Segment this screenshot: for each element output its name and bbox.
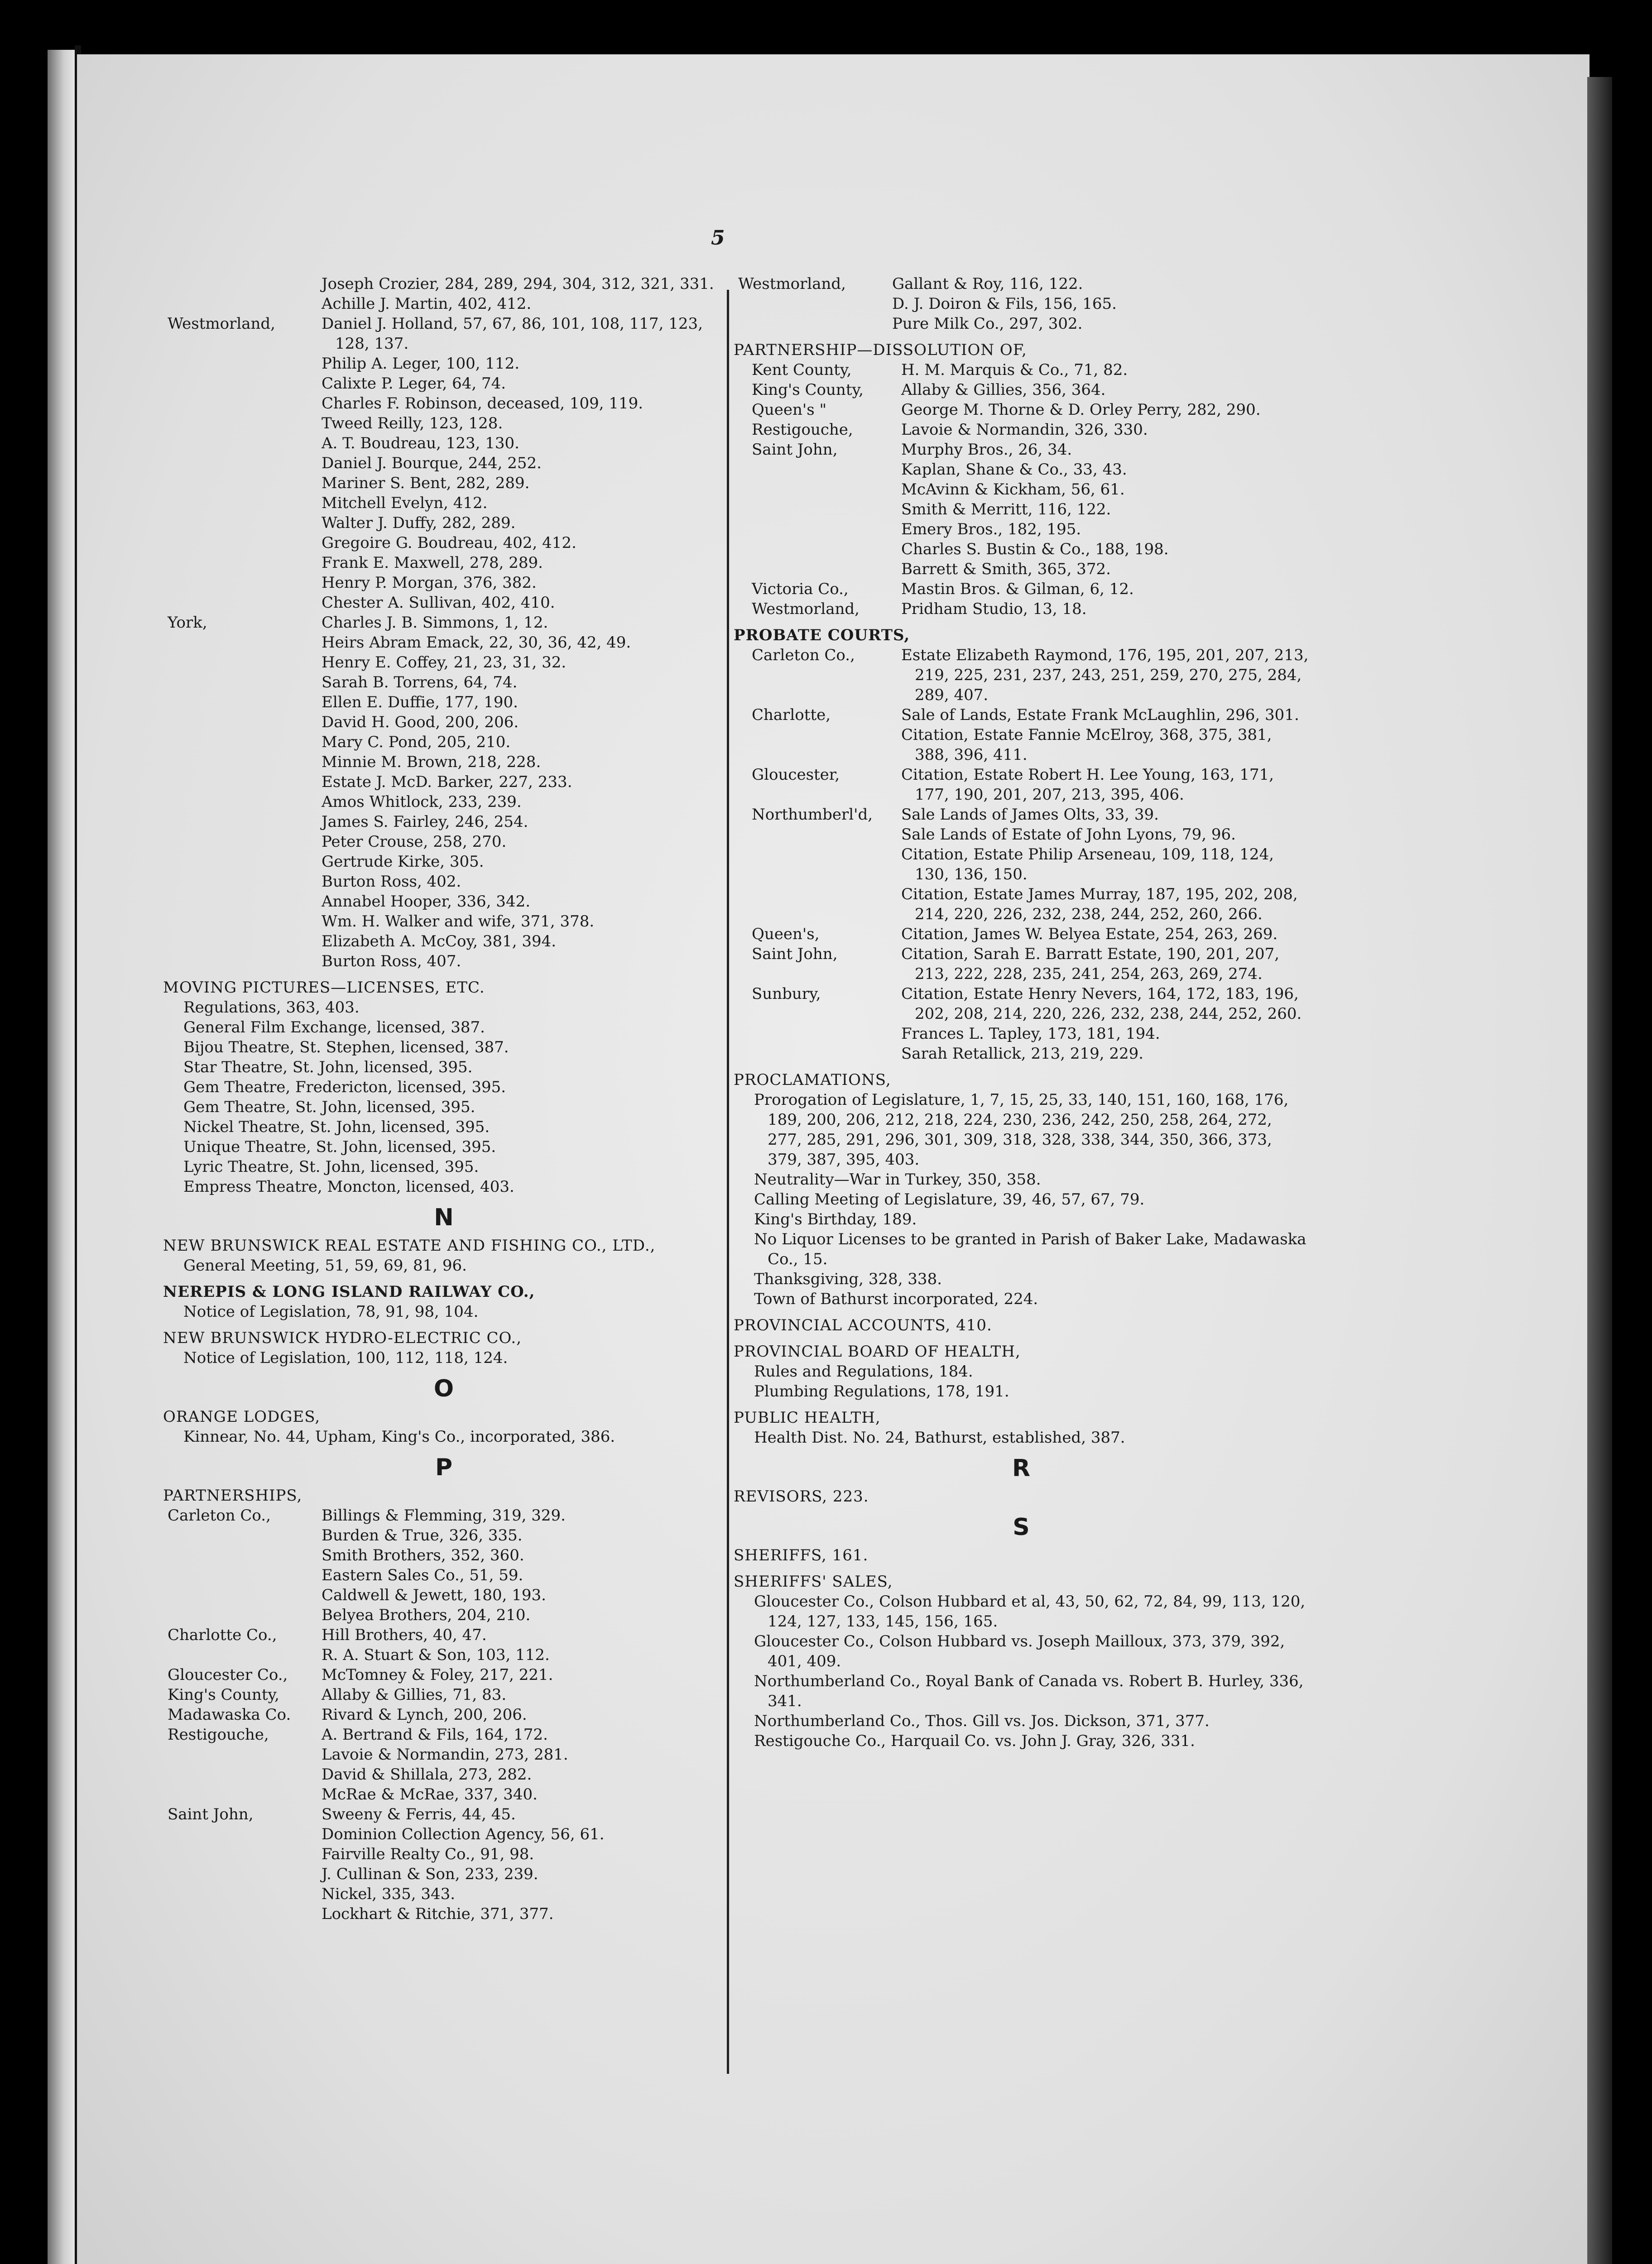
section-letter-n: N	[434, 1204, 454, 1231]
index-entry	[163, 832, 725, 852]
index-entry	[163, 393, 725, 413]
probate-list	[734, 645, 1309, 1064]
column-divider	[727, 290, 729, 2074]
index-entry	[163, 931, 725, 951]
index-entry	[163, 1804, 725, 1824]
entry-text: Smith & Merritt, 116, 122.	[901, 500, 1111, 518]
partnerships-heading: PARTNERSHIPS,	[163, 1487, 303, 1505]
entry-text: Henry E. Coffey, 21, 23, 31, 32.	[322, 653, 567, 672]
region-label: Carleton Co.,	[168, 1506, 271, 1525]
region-label: Charlotte Co.,	[168, 1626, 277, 1644]
moving-pictures-heading: MOVING PICTURES—LICENSES, ETC.	[163, 979, 485, 997]
index-entry	[163, 1585, 725, 1605]
index-entry	[734, 460, 1309, 480]
index-entry	[734, 400, 1309, 420]
entry-text: Lavoie & Normandin, 326, 330.	[901, 421, 1148, 439]
sheriffs-sales-heading: SHERIFFS' SALES,	[734, 1573, 893, 1591]
entry-text: Citation, Estate James Murray, 187, 195, 202, 208, 214, 220, 226, 232, 238, 244, 252, 260, 266.	[901, 885, 1298, 923]
entry-text: Belyea Brothers, 204, 210.	[322, 1606, 531, 1624]
nb-hydro-heading: NEW BRUNSWICK HYDRO-ELECTRIC CO.,	[163, 1329, 522, 1347]
index-entry	[163, 374, 725, 393]
region-label: Charlotte,	[752, 706, 831, 724]
index-entry	[734, 844, 1309, 884]
index-item: Northumberland Co., Thos. Gill vs. Jos. Dickson, 371, 377.	[754, 1712, 1210, 1730]
index-entry	[163, 593, 725, 613]
entry-text: J. Cullinan & Son, 233, 239.	[322, 1865, 538, 1883]
index-entry	[734, 825, 1309, 844]
section-letter-r: R	[1012, 1455, 1031, 1482]
entry-text: McTomney & Foley, 217, 221.	[322, 1666, 553, 1684]
entry-text: Burden & True, 326, 335.	[322, 1526, 523, 1545]
entry-text: Frances L. Tapley, 173, 181, 194.	[901, 1025, 1160, 1043]
entry-text: Eastern Sales Co., 51, 59.	[322, 1566, 523, 1584]
region-label: Northumberl'd,	[752, 806, 873, 824]
entry-text: James S. Fairley, 246, 254.	[322, 813, 528, 831]
index-entry	[734, 440, 1309, 460]
entry-text: Emery Bros., 182, 195.	[901, 520, 1081, 538]
index-entry	[734, 645, 1309, 705]
section-letter-o: O	[433, 1375, 454, 1402]
region-label: Saint John,	[168, 1805, 254, 1823]
index-item: Notice of Legislation, 78, 91, 98, 104.	[183, 1303, 479, 1321]
entry-text: Ellen E. Duffie, 177, 190.	[322, 693, 518, 711]
index-item: Regulations, 363, 403.	[183, 998, 360, 1017]
index-entry	[734, 805, 1309, 825]
index-item: Gloucester Co., Colson Hubbard et al, 43, 50, 62, 72, 84, 99, 113, 120, 124, 127, 133, 145, 156, 165.	[754, 1592, 1306, 1631]
probate-heading: PROBATE COURTS,	[734, 626, 910, 644]
region-label: King's County,	[752, 381, 864, 399]
entry-text: Allaby & Gillies, 71, 83.	[322, 1686, 507, 1704]
entry-text: Sarah Retallick, 213, 219, 229.	[901, 1045, 1144, 1063]
entry-text: Henry P. Morgan, 376, 382.	[322, 574, 537, 592]
entry-text: Charles S. Bustin & Co., 188, 198.	[901, 540, 1169, 558]
index-entry	[163, 911, 725, 931]
entry-text: Burton Ross, 402.	[322, 873, 461, 891]
entry-text: Fairville Realty Co., 91, 98.	[322, 1845, 534, 1863]
index-entry	[734, 499, 1309, 519]
entry-text: Charles F. Robinson, deceased, 109, 119.	[322, 394, 644, 413]
index-entry	[734, 294, 1309, 314]
index-item: Gem Theatre, St. John, licensed, 395.	[183, 1098, 475, 1116]
index-entry	[734, 725, 1309, 765]
region-label: Victoria Co.,	[752, 580, 849, 598]
provincial-accounts-heading: PROVINCIAL ACCOUNTS, 410.	[734, 1316, 992, 1334]
index-item: Kinnear, No. 44, Upham, King's Co., incorporated, 386.	[183, 1428, 615, 1446]
index-item: Gem Theatre, Fredericton, licensed, 395.	[183, 1078, 506, 1096]
index-entry	[163, 672, 725, 692]
entry-text: Dominion Collection Agency, 56, 61.	[322, 1825, 605, 1843]
index-entry	[163, 1725, 725, 1745]
entry-text: Smith Brothers, 352, 360.	[322, 1546, 524, 1564]
entry-text: Lockhart & Ritchie, 371, 377.	[322, 1905, 554, 1923]
region-label: Saint John,	[752, 945, 838, 963]
region-label: Westmorland,	[752, 600, 860, 618]
entry-text: Sarah B. Torrens, 64, 74.	[322, 673, 518, 691]
entry-text: Calixte P. Leger, 64, 74.	[322, 374, 506, 393]
index-entry	[163, 712, 725, 732]
public-health-list	[734, 1428, 1309, 1448]
index-entry	[163, 1665, 725, 1685]
index-entry	[734, 705, 1309, 725]
index-entry	[163, 314, 725, 354]
region-label: Gloucester,	[752, 766, 840, 784]
entry-text: Gallant & Roy, 116, 122.	[892, 275, 1083, 293]
index-entry	[163, 1605, 725, 1625]
index-entry	[163, 613, 725, 633]
index-item: General Meeting, 51, 59, 69, 81, 96.	[183, 1257, 467, 1275]
index-item: Prorogation of Legislature, 1, 7, 15, 25, 33, 140, 151, 160, 168, 176, 189, 200, 206, 212, 218, 224, 230, 236, 242, 250, 258, 264, 272, 277, 285, 291, 296, 301, 309, 318, 328, 338, 344, 350, 366, 373, 379, 387, 395, 403.	[754, 1091, 1289, 1169]
index-entry	[163, 772, 725, 792]
entry-text: Citation, Sarah E. Barratt Estate, 190, 201, 207, 213, 222, 228, 235, 241, 254, 263, 269, 274.	[901, 945, 1280, 983]
entry-text: George M. Thorne & D. Orley Perry, 282, 290.	[901, 401, 1261, 419]
index-entry	[163, 692, 725, 712]
region-label: Queen's "	[752, 401, 827, 419]
entry-text: Annabel Hooper, 336, 342.	[322, 892, 531, 911]
index-entry	[163, 453, 725, 473]
index-entry	[163, 951, 725, 971]
orange-lodges-heading: ORANGE LODGES,	[163, 1408, 321, 1426]
entry-text: Sale of Lands, Estate Frank McLaughlin, 296, 301.	[901, 706, 1299, 724]
index-item: Star Theatre, St. John, licensed, 395.	[183, 1058, 473, 1076]
entry-text: Sale Lands of James Olts, 33, 39.	[901, 806, 1159, 824]
index-entry	[734, 579, 1309, 599]
index-item: Lyric Theatre, St. John, licensed, 395.	[183, 1158, 479, 1176]
index-entry	[163, 433, 725, 453]
entry-text: A. T. Boudreau, 123, 130.	[322, 434, 519, 452]
index-item: Notice of Legislation, 100, 112, 118, 124.	[183, 1349, 508, 1367]
revisors-heading: REVISORS, 223.	[734, 1487, 869, 1506]
index-entry	[734, 884, 1309, 924]
entry-text: Sale Lands of Estate of John Lyons, 79, 96.	[901, 825, 1236, 844]
entry-text: Lavoie & Normandin, 273, 281.	[322, 1746, 568, 1764]
index-entry	[163, 1844, 725, 1864]
index-entry	[163, 573, 725, 593]
index-entry	[163, 1625, 725, 1645]
index-entry	[163, 652, 725, 672]
index-entry	[163, 1525, 725, 1545]
entry-text: Kaplan, Shane & Co., 33, 43.	[901, 460, 1127, 479]
entry-text: Heirs Abram Emack, 22, 30, 36, 42, 49.	[322, 633, 631, 652]
entry-text: Billings & Flemming, 319, 329.	[322, 1506, 566, 1525]
previous-page-edge	[48, 50, 75, 2264]
index-entry	[163, 1545, 725, 1565]
index-entry	[163, 852, 725, 872]
moving-pictures-list	[163, 998, 725, 1197]
index-entry	[734, 944, 1309, 984]
entry-text: Charles J. B. Simmons, 1, 12.	[322, 614, 548, 632]
region-label: Saint John,	[752, 441, 838, 459]
entry-text: Burton Ross, 407.	[322, 952, 461, 970]
region-label: Restigouche,	[168, 1726, 269, 1744]
index-item: General Film Exchange, licensed, 387.	[183, 1018, 485, 1036]
entry-text: Mary C. Pond, 205, 210.	[322, 733, 511, 751]
entry-text: Philip A. Leger, 100, 112.	[322, 355, 520, 373]
entry-text: Citation, Estate Philip Arseneau, 109, 118, 124, 130, 136, 150.	[901, 845, 1274, 883]
entry-text: Citation, Estate Henry Nevers, 164, 172, 183, 196, 202, 208, 214, 220, 226, 232, 238, 244, 252, 260.	[901, 985, 1302, 1023]
nb-real-estate-heading: NEW BRUNSWICK REAL ESTATE AND FISHING CO., LTD.,	[163, 1237, 656, 1255]
index-entry	[163, 792, 725, 812]
page-number: 5	[711, 226, 725, 249]
region-label: Queen's,	[752, 925, 820, 943]
entry-text: Gertrude Kirke, 305.	[322, 853, 484, 871]
partnerships-list	[163, 1506, 725, 1924]
index-entry	[734, 924, 1309, 944]
index-entry	[163, 1784, 725, 1804]
right-column	[734, 274, 1309, 1751]
entry-text: Allaby & Gillies, 356, 364.	[901, 381, 1106, 399]
section-letter-s: S	[1013, 1514, 1030, 1541]
index-entry	[163, 294, 725, 314]
index-entry	[734, 480, 1309, 499]
page-edge-shadow	[1587, 77, 1612, 2264]
sheriffs-sales-list	[734, 1592, 1309, 1751]
index-entry	[734, 765, 1309, 805]
index-item: Northumberland Co., Royal Bank of Canada vs. Robert B. Hurley, 336, 341.	[754, 1672, 1304, 1710]
partnerships-continued	[734, 274, 1309, 334]
region-label: York,	[168, 614, 207, 632]
index-entry	[163, 1904, 725, 1924]
entry-text: A. Bertrand & Fils, 164, 172.	[322, 1726, 548, 1744]
index-entry	[734, 274, 1309, 294]
region-label: Restigouche,	[752, 421, 853, 439]
entry-text: Chester A. Sullivan, 402, 410.	[322, 594, 555, 612]
entry-text: Wm. H. Walker and wife, 371, 378.	[322, 912, 595, 931]
region-label: Kent County,	[752, 361, 852, 379]
index-entry	[163, 732, 725, 752]
index-item: Thanksgiving, 328, 338.	[754, 1270, 942, 1288]
index-entry	[734, 539, 1309, 559]
index-entry	[734, 314, 1309, 334]
board-of-health-heading: PROVINCIAL BOARD OF HEALTH,	[734, 1343, 1021, 1361]
index-entry	[163, 1645, 725, 1665]
index-entry	[163, 1745, 725, 1765]
index-entry	[163, 633, 725, 652]
index-entry	[163, 354, 725, 374]
entry-text: Frank E. Maxwell, 278, 289.	[322, 554, 543, 572]
nerepis-list	[163, 1302, 725, 1322]
index-entry	[163, 1864, 725, 1884]
index-entry	[734, 599, 1309, 619]
index-entry	[734, 559, 1309, 579]
entry-text: Citation, Estate Fannie McElroy, 368, 375, 381, 388, 396, 411.	[901, 726, 1272, 764]
entry-text: David & Shillala, 273, 282.	[322, 1765, 532, 1784]
index-item: Neutrality—War in Turkey, 350, 358.	[754, 1170, 1041, 1189]
index-entry	[734, 380, 1309, 400]
index-entry	[163, 493, 725, 513]
orange-lodges-list	[163, 1427, 725, 1447]
index-entry	[163, 752, 725, 772]
section-letter-p: P	[435, 1454, 453, 1481]
entry-text: Citation, Estate Robert H. Lee Young, 163, 171, 177, 190, 201, 207, 213, 395, 406.	[901, 766, 1274, 804]
index-entry	[163, 1705, 725, 1725]
index-item: Unique Theatre, St. John, licensed, 395.	[183, 1138, 496, 1156]
york-entries	[163, 274, 725, 971]
index-entry	[163, 892, 725, 911]
index-item: Health Dist. No. 24, Bathurst, established, 387.	[754, 1429, 1125, 1447]
index-entry	[163, 872, 725, 892]
nb-real-estate-list	[163, 1256, 725, 1276]
index-entry	[163, 553, 725, 573]
entry-text: Mastin Bros. & Gilman, 6, 12.	[901, 580, 1134, 598]
entry-text: Joseph Crozier, 284, 289, 294, 304, 312, 321, 331.	[322, 275, 714, 293]
index-entry	[163, 473, 725, 493]
entry-text: Caldwell & Jewett, 180, 193.	[322, 1586, 546, 1604]
index-entry	[734, 1024, 1309, 1044]
index-entry	[163, 533, 725, 553]
region-label: Westmorland,	[738, 275, 846, 293]
dissolution-list	[734, 360, 1309, 619]
entry-text: H. M. Marquis & Co., 71, 82.	[901, 361, 1128, 379]
index-item: Restigouche Co., Harquail Co. vs. John J. Gray, 326, 331.	[754, 1732, 1195, 1750]
index-entry	[734, 360, 1309, 380]
entry-text: Hill Brothers, 40, 47.	[322, 1626, 487, 1644]
region-label: Madawaska Co.	[168, 1706, 291, 1724]
entry-text: Amos Whitlock, 233, 239.	[322, 793, 522, 811]
entry-text: Mariner S. Bent, 282, 289.	[322, 474, 530, 492]
entry-text: Tweed Reilly, 123, 128.	[322, 414, 503, 432]
index-item: Calling Meeting of Legislature, 39, 46, 57, 67, 79.	[754, 1190, 1145, 1209]
index-item: Empress Theatre, Moncton, licensed, 403.	[183, 1178, 514, 1196]
board-of-health-list	[734, 1362, 1309, 1401]
dissolution-heading: PARTNERSHIP—DISSOLUTION OF,	[734, 341, 1027, 359]
index-entry	[163, 1685, 725, 1705]
index-item: King's Birthday, 189.	[754, 1210, 917, 1228]
entry-text: R. A. Stuart & Son, 103, 112.	[322, 1646, 550, 1664]
entry-text: Minnie M. Brown, 218, 228.	[322, 753, 541, 771]
entry-text: McAvinn & Kickham, 56, 61.	[901, 480, 1125, 499]
index-item: Town of Bathurst incorporated, 224.	[754, 1290, 1038, 1308]
entry-text: Nickel, 335, 343.	[322, 1885, 456, 1903]
proclamations-list	[734, 1090, 1309, 1309]
entry-text: Pure Milk Co., 297, 302.	[892, 315, 1083, 333]
index-item: No Liquor Licenses to be granted in Parish of Baker Lake, Madawaska Co., 15.	[754, 1230, 1306, 1268]
entry-text: Citation, James W. Belyea Estate, 254, 263, 269.	[901, 925, 1278, 943]
entry-text: Gregoire G. Boudreau, 402, 412.	[322, 534, 576, 552]
left-column	[163, 274, 725, 1924]
entry-text: Elizabeth A. McCoy, 381, 394.	[322, 932, 557, 950]
entry-text: Mitchell Evelyn, 412.	[322, 494, 488, 512]
index-entry	[163, 274, 725, 294]
index-entry	[734, 420, 1309, 440]
index-entry	[734, 1044, 1309, 1064]
nb-hydro-list	[163, 1348, 725, 1368]
proclamations-heading: PROCLAMATIONS,	[734, 1071, 891, 1089]
entry-text: D. J. Doiron & Fils, 156, 165.	[892, 295, 1117, 313]
entry-text: Peter Crouse, 258, 270.	[322, 833, 507, 851]
index-entry	[163, 1824, 725, 1844]
region-label: King's County,	[168, 1686, 279, 1704]
entry-text: Estate Elizabeth Raymond, 176, 195, 201, 207, 213, 219, 225, 231, 237, 243, 251, 259, 270, 275, 284, 289, 407.	[901, 646, 1309, 704]
index-item: Nickel Theatre, St. John, licensed, 395.	[183, 1118, 490, 1136]
index-item: Gloucester Co., Colson Hubbard vs. Joseph Mailloux, 373, 379, 392, 401, 409.	[754, 1632, 1285, 1670]
entry-text: Murphy Bros., 26, 34.	[901, 441, 1072, 459]
index-entry	[163, 812, 725, 832]
region-label: Westmorland,	[168, 315, 275, 333]
entry-text: Barrett & Smith, 365, 372.	[901, 560, 1111, 578]
entry-text: McRae & McRae, 337, 340.	[322, 1785, 538, 1804]
entry-text: Achille J. Martin, 402, 412.	[322, 295, 532, 313]
sheriffs-heading: SHERIFFS, 161.	[734, 1546, 869, 1564]
entry-text: Daniel J. Bourque, 244, 252.	[322, 454, 542, 472]
index-entry	[163, 513, 725, 533]
nerepis-heading: NEREPIS & LONG ISLAND RAILWAY CO.,	[163, 1283, 535, 1301]
index-entry	[163, 1884, 725, 1904]
entry-text: David H. Good, 200, 206.	[322, 713, 519, 731]
entry-text: Sweeny & Ferris, 44, 45.	[322, 1805, 516, 1823]
index-item: Bijou Theatre, St. Stephen, licensed, 387.	[183, 1038, 509, 1056]
index-entry	[734, 984, 1309, 1024]
index-entry	[163, 1565, 725, 1585]
region-label: Sunbury,	[752, 985, 821, 1003]
region-label: Gloucester Co.,	[168, 1666, 288, 1684]
public-health-heading: PUBLIC HEALTH,	[734, 1409, 881, 1427]
entry-text: Pridham Studio, 13, 18.	[901, 600, 1087, 618]
index-item: Plumbing Regulations, 178, 191.	[754, 1382, 1009, 1401]
region-label: Carleton Co.,	[752, 646, 855, 664]
entry-text: Rivard & Lynch, 200, 206.	[322, 1706, 527, 1724]
index-entry	[163, 1506, 725, 1525]
index-item: Rules and Regulations, 184.	[754, 1362, 973, 1381]
entry-text: Daniel J. Holland, 57, 67, 86, 101, 108, 117, 123, 128, 137.	[322, 315, 703, 353]
entry-text: Estate J. McD. Barker, 227, 233.	[322, 773, 572, 791]
index-entry	[734, 519, 1309, 539]
entry-text: Walter J. Duffy, 282, 289.	[322, 514, 516, 532]
index-entry	[163, 413, 725, 433]
index-entry	[163, 1765, 725, 1784]
